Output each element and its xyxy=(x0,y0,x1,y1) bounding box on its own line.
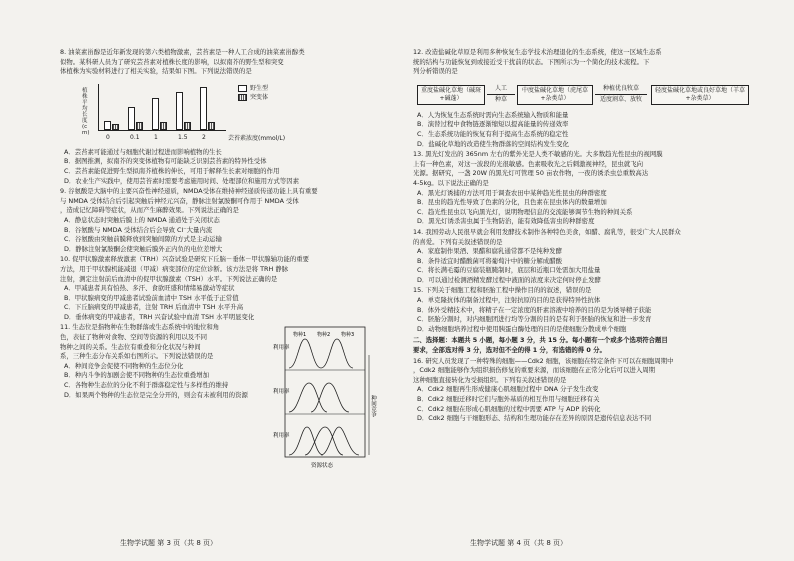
q8-option-a: A．芸苔素可能通过与细胞代谢过程进而影响植物的生长 xyxy=(64,147,222,156)
q10-stem-line3: 注射，测定注射前后血清中的促甲状腺激素（TSH）水平。下列说法正确的是 xyxy=(60,274,278,283)
q9-option-d: D．静脉注射氯胺酮会使突触后膜外正内负的电位差增大 xyxy=(64,244,223,253)
q11-option-a: A．种间竞争会促使不同物种的生态位分化 xyxy=(64,361,184,370)
bar-mutant-1 xyxy=(136,122,143,130)
resource-axis-label: 资源状态 xyxy=(311,463,334,470)
q12-option-b: B．演替过程中食物链逐渐缩短以提高能量的传递效率 xyxy=(417,120,569,129)
q14-option-a: A．家庭制作果酒、果醋和腐乳通常都不是纯种发酵 xyxy=(417,247,562,256)
q13-stem-line1: 13. 黑光灯发出的 365nm 左右的紫外光是人类不敏感的光。大多数趋光性昆虫的视网膜 xyxy=(413,150,663,159)
q11-stem-line1: 11. 生态位是指物种在生物群落或生态系统中的地位和角 xyxy=(60,323,220,332)
panel1-curves xyxy=(289,339,353,368)
q10-stem-line2: 方法，用于甲状腺机能减退（甲减）病变部位的定位诊断。该方法是将 TRH 静脉 xyxy=(60,264,289,273)
q10-stem-line1: 10. 促甲状腺激素释放激素（TRH）兴奋试验是研究下丘脑－垂体－甲状腺轴功能的重要 xyxy=(60,255,310,264)
q14-option-c: C．将长满毛霉的豆腐装瓶腌制时，底层和近瓶口处需加大用盐量 xyxy=(417,266,601,275)
question-11 xyxy=(60,323,385,470)
q11-option-d: D．如果两个物种的生态位是完全分开的，则会有未被利用的资源 xyxy=(64,390,248,399)
q10-option-c: C．下丘脑病变的甲减患者，注射 TRH 后血清中 TSH 水平升高 xyxy=(64,303,244,312)
plant-length-bar-chart xyxy=(60,78,385,146)
q15-option-b: B．体外受精技术中，将精子在一定浓度的肝素溶液中培养的目的是为诱导精子获能 xyxy=(417,305,652,314)
q11-option-c: C．各物种生态位的分化不利于群落稳定性与多样性的维持 xyxy=(64,381,229,390)
question-15 xyxy=(413,286,753,334)
q13-option-c: C．趋光性昆虫以飞向黑光灯，说明物理信息的交流能够调节生物的种间关系 xyxy=(417,207,633,216)
q9-option-b: B．谷氨酸与 NMDA 受体结合后会导致 Cl⁻大量内流 xyxy=(64,225,213,234)
legend-wild-swatch xyxy=(238,85,247,92)
restoration-flowchart xyxy=(413,79,753,109)
q10-option-d: D．垂体病变的甲减患者，TRH 兴奋试验中血清 TSH 水平明显变化 xyxy=(64,312,255,321)
q11-stem-line4: 系，三种生态分布关系如右图所示。下列说法错误的是 xyxy=(60,352,214,361)
question-16 xyxy=(413,357,753,424)
bar-mutant-2 xyxy=(160,122,167,130)
x-tick-0: 0 xyxy=(106,133,110,141)
q13-stem-line4: 4-5kg。以下说法正确的是 xyxy=(413,178,489,187)
chart-y-label: 植株平均长度(cm) xyxy=(82,87,90,136)
bar-wild-3 xyxy=(176,92,183,130)
flow-arrow-2-bottom: 适度割草、放牧 xyxy=(599,96,642,104)
flow-arrow-2-line xyxy=(595,94,647,95)
q8-option-c: C．芸苔素能促进野生型拟南芥植株的伸长，可用于解释生长素对细胞的作用 xyxy=(64,166,280,175)
q14-option-b: B．条件适宜时醋酸菌可将葡萄汁中的糖分解成醋酸 xyxy=(417,256,562,265)
q14-stem-line2: 的喜爱。下列有关叙述错误的是 xyxy=(413,237,503,246)
q16-option-a: A．Cdk2 细胞再生形成健康心肌细胞过程中 DNA 分子发生改变 xyxy=(417,385,599,394)
q12-option-c: C．生态系统功能的恢复有利于提高生态系统的稳定性 xyxy=(417,129,569,138)
bar-mutant-0 xyxy=(112,124,119,130)
question-10 xyxy=(60,255,385,322)
q8-stem-line3: 体植株为实验材料进行了相关实验，结果如下图。下列说法错误的是 xyxy=(60,67,252,76)
question-9 xyxy=(60,187,385,254)
q8-option-b: B．据图推测，拟南芥的突变体植物有可能缺乏识别芸苔素的特异性受体 xyxy=(64,157,267,166)
chart-y-axis xyxy=(98,84,99,130)
chart-x-label: 芸苔素浓度(mmol/L) xyxy=(228,134,286,142)
niche-overlap-diagram xyxy=(271,325,383,473)
x-tick-3: 1.5 xyxy=(178,133,188,141)
q12-option-a: A．人为恢复生态系统时需向生态系统输入物质和能量 xyxy=(417,110,569,119)
x-tick-4: 2 xyxy=(202,133,206,141)
bar-mutant-3 xyxy=(184,122,191,130)
q16-option-d: D．Cdk2 细胞与干细胞形态、结构和生理功能存在差异的原因是遗传信息表达不同 xyxy=(417,414,652,423)
bar-wild-1 xyxy=(128,107,135,130)
bar-mutant-4 xyxy=(208,122,215,130)
species-3-label: 物种3 xyxy=(341,332,355,339)
flow-box-severe: 重度盐碱化草地（碱斑+碱蓬） xyxy=(417,85,485,105)
flow-box-mild: 轻度盐碱化草地或良好草地（羊草+杂类草） xyxy=(651,85,749,105)
species-1-label: 物种1 xyxy=(293,332,307,339)
q16-stem-line1: 16. 研究人员发现了一种特殊的细胞——Cdk2 细胞，该细胞在特定条件下可以在细胞周期中 xyxy=(413,356,674,365)
competition-axis-label: 种间竞争 xyxy=(370,395,376,418)
q16-option-b: B．Cdk2 细胞迁移时它们与胞外基质的相互作用与细胞迁移有关 xyxy=(417,395,600,403)
right-page xyxy=(413,48,753,425)
q8-stem-line2: 似物。某科研人员为了研究芸苔素对植株长度的影响，以拟南芥的野生型和突变 xyxy=(60,57,284,66)
q9-option-c: C．谷氨酸由突触前膜释放到突触间隙的方式是主动运输 xyxy=(64,235,222,244)
panel2-curves xyxy=(289,383,349,412)
flow-arrow-1-line xyxy=(487,94,515,95)
q8-option-d: D．农业生产实践中，使用芸苔素时需要考虑施用时间、处理部位和施用方式等因素 xyxy=(64,176,299,185)
q13-option-b: B．昆虫的趋光性导致了色素的分化，且色素在昆虫体内的数量增加 xyxy=(417,198,607,207)
q13-option-d: D．黑光灯诱杀害虫属于生物防治，能有效降低害虫的种群密度 xyxy=(417,217,595,226)
flow-arrow-2-top: 种植优良牧草 xyxy=(602,84,639,92)
panel2-ylabel: 利用率 xyxy=(273,389,290,396)
bar-wild-4 xyxy=(200,87,207,130)
flow-arrow-1-top: 人工 xyxy=(494,84,507,92)
q12-option-d: D．盐碱化草地的改造使生物群落的空间结构发生变化 xyxy=(417,139,569,148)
species-2-label: 物种2 xyxy=(317,332,331,339)
left-page-footer: 生物学试题 第 3 页（共 8 页） xyxy=(120,539,218,547)
q14-stem-line1: 14. 我国劳动人民很早就会利用发酵技术制作各种特色美食，如醋、腐乳等，很受广大人民群众 xyxy=(413,227,681,236)
question-12 xyxy=(413,48,753,149)
chart-legend xyxy=(238,84,268,102)
q15-option-a: A．单克隆抗体的制备过程中，注射抗原的目的是获得特异性抗体 xyxy=(417,296,601,305)
diagram-frame xyxy=(285,327,365,457)
q13-stem-line2: 上有一种色素，对这一波段的光很敏感。色素吸收光之后刺激视神经，昆虫就飞向 xyxy=(413,159,644,168)
panel1-ylabel: 利用率 xyxy=(273,345,290,352)
question-8 xyxy=(60,48,385,186)
q8-stem-line1: 8. 油菜素甾醇是近年新发现的第六类植物激素，芸苔素是一种人工合成的油菜素甾醇类 xyxy=(60,48,305,56)
question-14 xyxy=(413,228,753,286)
section-2-line2: 要求，全部选对得 3 分，选对但不全的得 1 分，有选错的得 0 分。 xyxy=(413,346,606,355)
q16-option-c: C．Cdk2 细胞在形成心肌细胞的过程中需要 ATP 与 ADP 的转化 xyxy=(417,404,601,413)
q16-stem-line2: ，Cdk2 细胞能够作为组织损伤修复的重要来源，而该细胞在正常分化后可以进入周期 xyxy=(413,366,655,375)
flow-arrow-1 xyxy=(487,84,515,105)
q13-stem-line3: 光源。据研究，一盏 20W 的黑光灯可管理 50 亩农作物，一夜的诱杀虫总重数高达 xyxy=(413,169,649,178)
legend-mutant-swatch xyxy=(238,94,247,101)
left-page xyxy=(60,48,385,470)
q11-stem-line2: 色，表征了物种对食物、空间等资源的利用以及不同 xyxy=(60,333,207,342)
question-13 xyxy=(413,150,753,227)
q12-stem-line3: 列分析错误的是 xyxy=(413,67,458,76)
flow-arrow-1-bottom: 种草 xyxy=(494,96,507,104)
legend-mutant-label: 突变体 xyxy=(250,93,269,101)
flow-box-moderate: 中度盐碱化草地（虎尾草+杂类草） xyxy=(517,85,593,105)
flow-arrow-2 xyxy=(595,84,647,105)
bar-wild-0 xyxy=(104,121,111,130)
legend-wild-label: 野生型 xyxy=(250,84,269,92)
q15-option-c: C．胚胎分割时，对内细胞团进行均等分割的目的是有利于胚胎的恢复和进一步发育 xyxy=(417,315,652,324)
q10-option-a: A．甲减患者具有怕热、多汗、食欲旺盛和情绪易激动等症状 xyxy=(64,284,235,293)
q9-stem-line2: 与 NMDA 受体结合后引起突触后神经元兴奋，静脉注射氯胺酮可作用于 NMDA 受体 xyxy=(60,196,299,205)
section-2-instructions xyxy=(413,336,753,355)
q11-option-b: B．种内斗争的加剧会使不同物种的生态位重叠增加 xyxy=(64,371,209,380)
right-page-footer: 生物学试题 第 4 页（共 8 页） xyxy=(470,539,568,547)
x-tick-1: 0.1 xyxy=(130,133,140,141)
q14-option-d: D．可以通过检测酒精发酵过程中液面的浓度来决定何时停止发酵 xyxy=(417,275,601,284)
section-2-line1: 二、选择题：本题共 5 小题，每小题 3 分，共 15 分。每小题有一个或多个选项符合题目 xyxy=(413,336,668,345)
q10-option-b: B．甲状腺病变的甲减患者试验前血清中 TSH 水平低于正常值 xyxy=(64,293,239,302)
q13-option-a: A．黑光灯诱捕的方法可用于调查农田中某种趋光性昆虫的种群密度 xyxy=(417,188,607,197)
q12-stem-line1: 12. 改造盐碱化草原是利用多种恢复生态学技术治理退化的生态系统，使这一区域生态系 xyxy=(413,48,662,56)
q9-stem-line1: 9. 谷氨酸是大脑中的主要兴奋性神经递质，NMDA受体在维持神经递质传递功能上具有重要 xyxy=(60,187,318,196)
q9-option-a: A．静息状态时突触后膜上的 NMDA 通道处于关闭状态 xyxy=(64,215,220,224)
q12-stem-line2: 统的结构与功能恢复到或接近受干扰前的状态。下图所示为一个简化的技术流程。下 xyxy=(413,57,650,66)
panel3-curves xyxy=(289,427,359,455)
q15-option-d: D．动物细胞培养过程中使用胰蛋白酶处理的目的是使细胞分散成单个细胞 xyxy=(417,324,627,333)
chart-x-axis xyxy=(98,130,226,131)
q9-stem-line3: ，造成记忆障碍等症状，从而产生麻醉效果。下列说法正确的是 xyxy=(60,206,239,215)
x-tick-2: 1 xyxy=(154,133,158,141)
q16-stem-line3: 这种细胞直接转化为受损组织。下列有关叙述错误的是 xyxy=(413,375,567,384)
bar-wild-2 xyxy=(152,98,159,130)
q15-stem-line1: 15. 下列关于细胞工程和胚胎工程中操作目的的叙述，错误的是 xyxy=(413,286,592,295)
panel3-ylabel: 利用率 xyxy=(273,433,290,440)
q11-stem-line3: 物种之间的关系。生态位有重叠和分化状况与种间 xyxy=(60,342,201,351)
